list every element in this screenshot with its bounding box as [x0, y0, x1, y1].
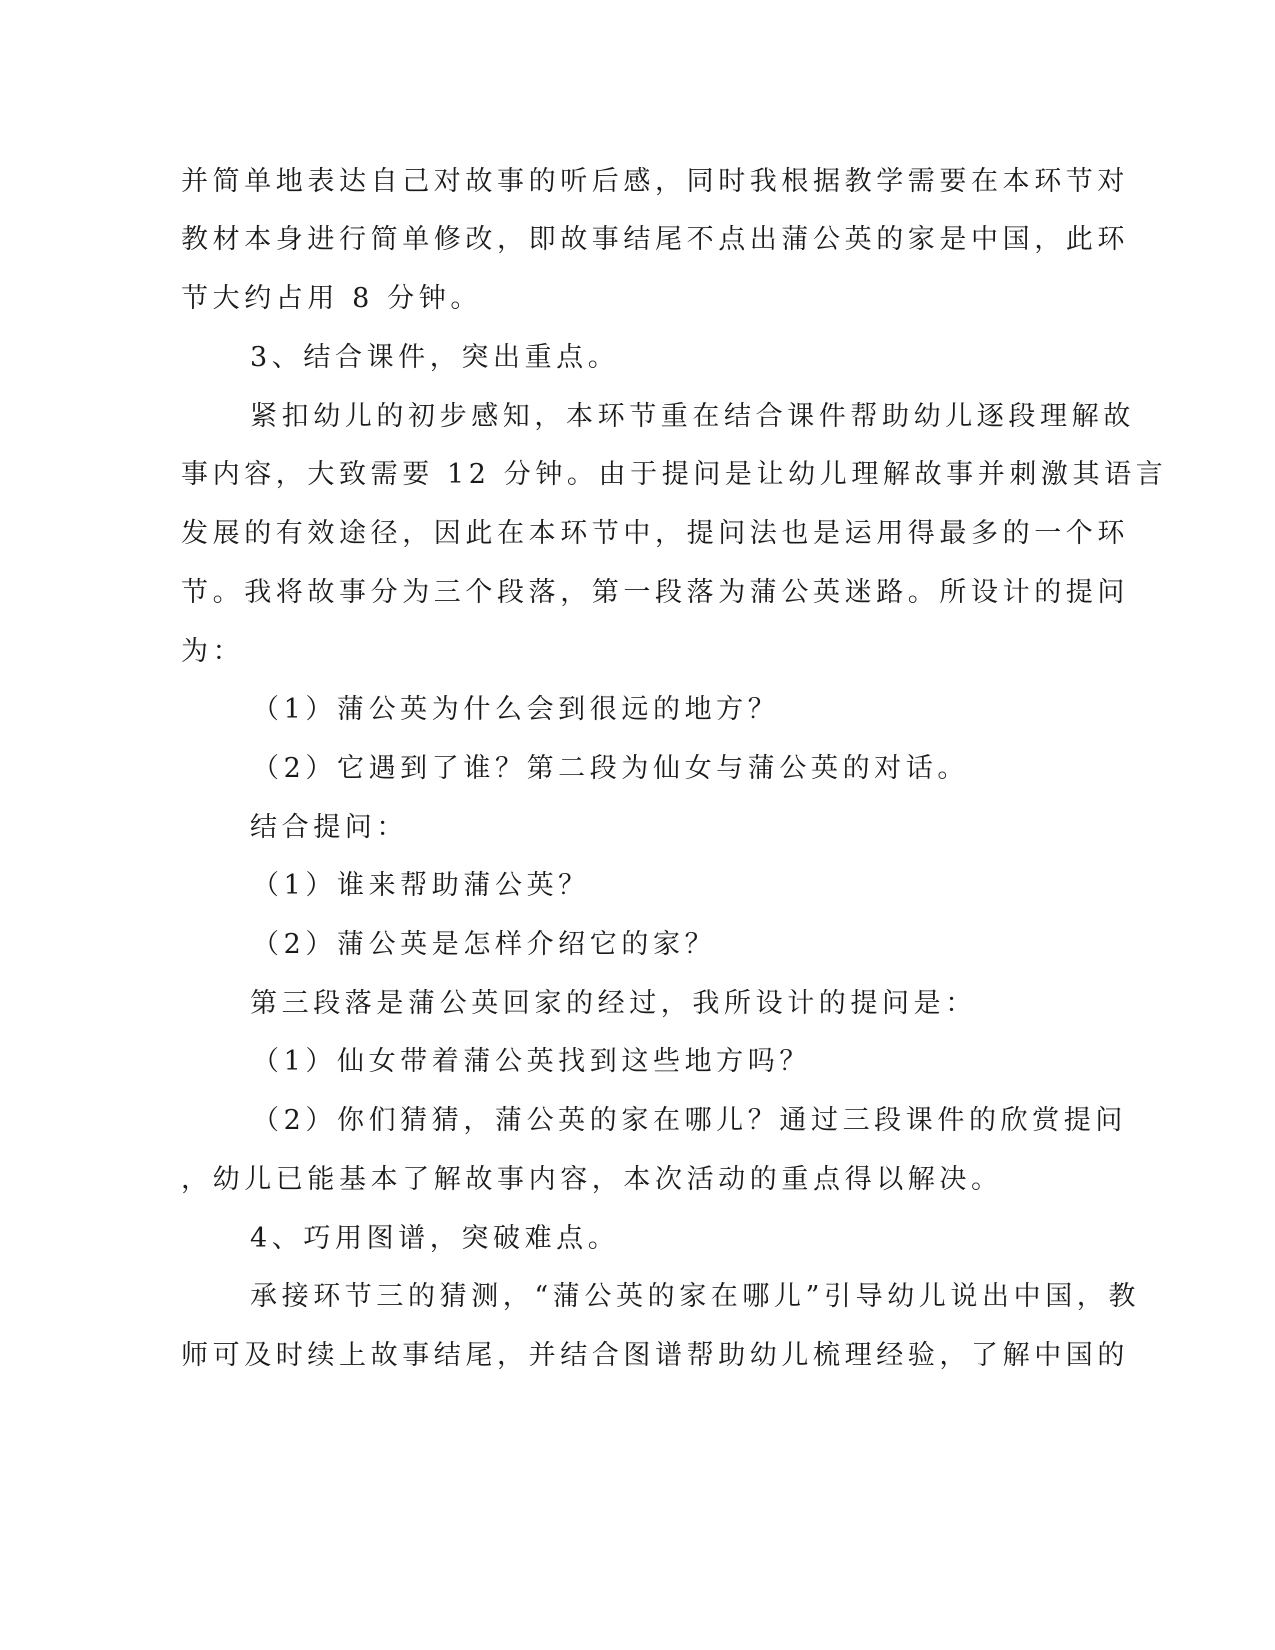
question-item: （1）蒲公英为什么会到很远的地方？	[252, 694, 780, 725]
text-line: 教材本身进行简单修改，即故事结尾不点出蒲公英的家是中国，此环	[181, 224, 1129, 255]
text-line: 并简单地表达自己对故事的听后感，同时我根据教学需要在本环节对	[181, 166, 1129, 197]
question-item: （2）蒲公英是怎样介绍它的家？	[252, 929, 717, 960]
text-line: 发展的有效途径，因此在本环节中，提问法也是运用得最多的一个环	[181, 518, 1129, 549]
text-line: 结合提问：	[250, 812, 408, 843]
question-item: （2）你们猜猜，蒲公英的家在哪儿？通过三段课件的欣赏提问	[252, 1105, 1127, 1136]
text-line: 承接环节三的猜测，“蒲公英的家在哪儿”引导幼儿说出中国，教	[250, 1281, 1141, 1312]
text-line: 紧扣幼儿的初步感知，本环节重在结合课件帮助幼儿逐段理解故	[250, 401, 1135, 432]
question-item: （1）仙女带着蒲公英找到这些地方吗？	[252, 1046, 811, 1077]
question-item: （1）谁来帮助蒲公英？	[252, 870, 590, 901]
text-line: 节。我将故事分为三个段落，第一段落为蒲公英迷路。所设计的提问	[181, 577, 1129, 608]
text-line: 第三段落是蒲公英回家的经过，我所设计的提问是：	[250, 988, 977, 1019]
text-line: 为：	[181, 636, 245, 667]
question-item: （2）它遇到了谁？第二段为仙女与蒲公英的对话。	[252, 753, 969, 784]
section-heading: 4、巧用图谱，突破难点。	[250, 1223, 620, 1254]
text-line: 师可及时续上故事结尾，并结合图谱帮助幼儿梳理经验，了解中国的	[181, 1340, 1129, 1371]
text-line: ，幼儿已能基本了解故事内容，本次活动的重点得以解决。	[181, 1164, 1003, 1195]
section-heading: 3、结合课件，突出重点。	[250, 342, 620, 373]
text-line: 事内容，大致需要 12 分钟。由于提问是让幼儿理解故事并刺激其语言	[181, 459, 1168, 490]
text-line: 节大约占用 8 分钟。	[181, 283, 482, 314]
